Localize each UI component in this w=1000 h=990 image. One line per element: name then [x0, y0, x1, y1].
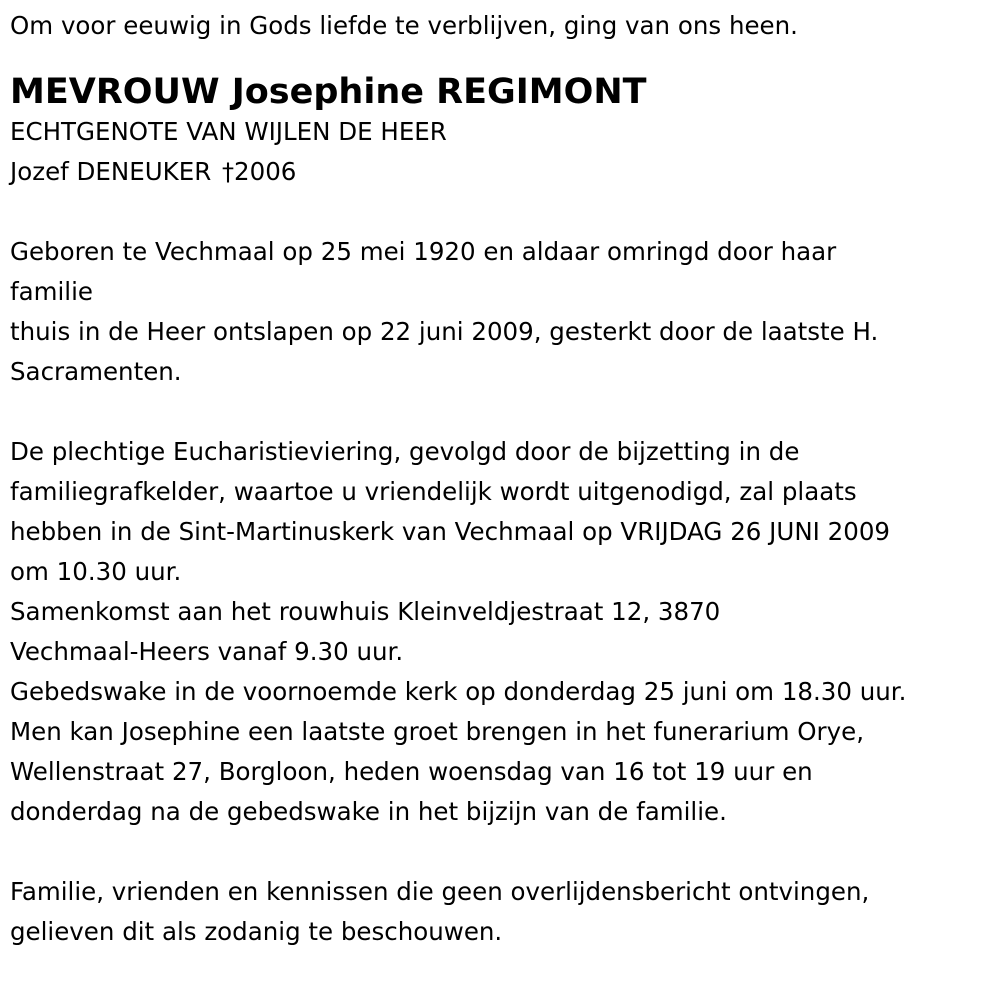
spouse-name: Jozef DENEUKER — [10, 157, 212, 186]
ceremony-line: om 10.30 uur. — [10, 557, 182, 586]
ceremony-line: Men kan Josephine een laatste groet brengen in het funerarium Orye, — [10, 717, 864, 746]
closing-line: Familie, vrienden en kennissen die geen overlijdensbericht ontvingen, — [10, 877, 870, 906]
death-notice — [10, 6, 995, 952]
deceased-name: MEVROUW Josephine REGIMONT — [10, 72, 647, 112]
ceremony-line: donderdag na de gebedswake in het bijzijn van de familie. — [10, 797, 727, 826]
spouse-label: ECHTGENOTE VAN WIJLEN DE HEER — [10, 117, 447, 146]
intro-text: Om voor eeuwig in Gods liefde te verblijven, ging van ons heen. — [10, 11, 798, 40]
birth-line: thuis in de Heer ontslapen op 22 juni 2009, gesterkt door de laatste H. — [10, 317, 879, 346]
ceremony-line: Samenkomst aan het rouwhuis Kleinveldjestraat 12, 3870 — [10, 597, 721, 626]
ceremony-line: Vechmaal-Heers vanaf 9.30 uur. — [10, 637, 404, 666]
birth-line: Sacramenten. — [10, 357, 182, 386]
birth-line: familie — [10, 277, 93, 306]
birth-line: Geboren te Vechmaal op 25 mei 1920 en aldaar omringd door haar — [10, 237, 837, 266]
closing-line: gelieven dit als zodanig te beschouwen. — [10, 917, 503, 946]
ceremony-line: Gebedswake in de voornoemde kerk op donderdag 25 juni om 18.30 uur. — [10, 677, 907, 706]
ceremony-line: De plechtige Eucharistieviering, gevolgd door de bijzetting in de — [10, 437, 800, 466]
paragraph-gap — [10, 192, 995, 232]
paragraph-gap — [10, 392, 995, 432]
ceremony-line: familiegrafkelder, waartoe u vriendelijk wordt uitgenodigd, zal plaats — [10, 477, 857, 506]
ceremony-line: Wellenstraat 27, Borgloon, heden woensdag van 16 tot 19 uur en — [10, 757, 813, 786]
spouse-death-year: 2006 — [234, 157, 297, 186]
paragraph-gap — [10, 832, 995, 872]
cross-icon: † — [222, 158, 235, 186]
spouse-line — [10, 152, 995, 192]
ceremony-line: hebben in de Sint-Martinuskerk van Vechmaal op VRIJDAG 26 JUNI 2009 — [10, 517, 891, 546]
